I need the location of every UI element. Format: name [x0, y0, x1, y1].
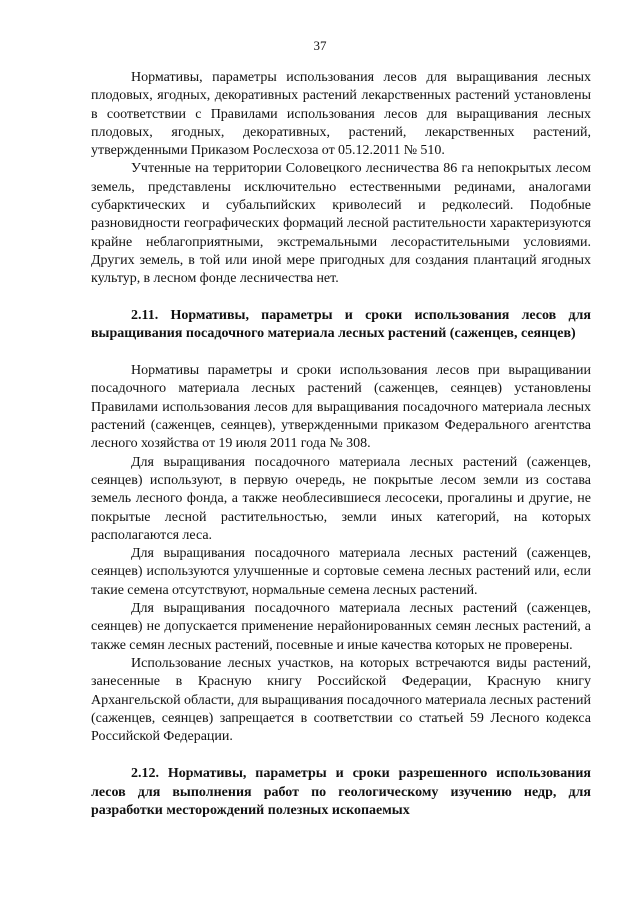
paragraph-fruit-berry-norms: Нормативы, параметры использования лесов для выращивания лесных плодовых, ягодных, декоративных растений лекарственных растений установлены в соответствии с Правилами использования лесов для выращивания лесных плодовых, ягодных, декоративных, растений, лекарственных растений, утвержденными Приказом Рослесхоза от 05.12.2011 № 510.: [91, 70, 591, 159]
paragraph-improved-seeds: Для выращивания посадочного материала лесных растений (саженцев, сеянцев) используются улучшенные и сортовые семена лесных растений или, если такие семена отсутствуют, нормальные семена лесных растений.: [91, 546, 591, 598]
paragraph-unzoned-seeds: Для выращивания посадочного материала лесных растений (саженцев, сеянцев) не допускается применение нерайонированных семян лесных растений, а также семян лесных растений, посевные и иные качества которых не проверены.: [91, 601, 591, 653]
paragraph-lands-used: Для выращивания посадочного материала лесных растений (саженцев, сеянцев) используют, в первую очередь, не покрытые лесом земли из состава земель лесного фонда, а также необлесившиеся лесосеки, прогалины и другие, не покрытые лесной растительностью, земли иных категорий, на которых располагаются леса.: [91, 454, 591, 543]
paragraph-planting-material-norms: Нормативы параметры и сроки использования лесов при выращивании посадочного материала лесных растений (саженцев, сеянцев) установлены Правилами использования лесов для выращивания посадочного материала лесных растений (саженцев, сеянцев), утвержденными приказом Федерального агентства лесного хозяйства от 19 июля 2011 года № 308.: [91, 363, 591, 452]
document-body: [91, 69, 591, 820]
section-heading-2-11: 2.11. Нормативы, параметры и сроки использования лесов для выращивания посадочного материала лесных растений (саженцев, сеянцев): [91, 307, 591, 341]
section-heading-2-12: 2.12. Нормативы, параметры и сроки разрешенного использования лесов для выполнения работ по геологическому изучению недр, для разработки месторождений полезных ископаемых: [91, 766, 591, 818]
paragraph-solovetsky-lands: Учтенные на территории Соловецкого лесничества 86 га непокрытых лесом земель, представлены исключительно естественными рединами, аналогами субарктических и субальпийских криволесий и редколесий. Подобные разновидности географических формаций лесной растительности характеризуются крайне неблагоприятными, экстремальными лесорастительными условиями. Других земель, в той или иной мере пригодных для создания плантаций ягодных культур, в лесном фонде лесничества нет.: [91, 161, 591, 287]
paragraph-red-book-prohibition: Использование лесных участков, на которых встречаются виды растений, занесенные в Красную книгу Российской Федерации, Красную книгу Архангельской области, для выращивания посадочного материала лесных растений (саженцев, сеянцев) запрещается в соответствии со статьей 59 Лесного кодекса Российской Федерации.: [91, 655, 591, 745]
page-number: 37: [313, 38, 327, 53]
